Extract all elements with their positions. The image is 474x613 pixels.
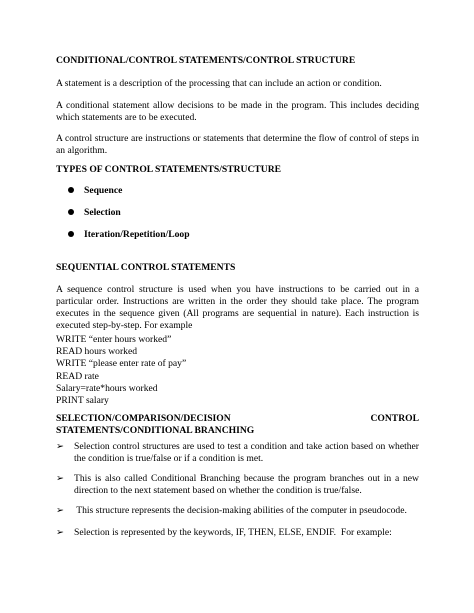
code-line: WRITE “enter hours worked” bbox=[56, 334, 172, 345]
type-item-sequence bbox=[68, 185, 122, 196]
types-heading: TYPES OF CONTROL STATEMENTS/STRUCTURE bbox=[56, 164, 282, 175]
bullet-dot-icon bbox=[68, 231, 74, 237]
selection-item-text: This structure represents the decision-making abilities of the computer in pseudocode. bbox=[74, 505, 407, 516]
arrow-bullet-icon: ➢ bbox=[56, 527, 65, 538]
type-item-iteration bbox=[68, 229, 190, 240]
type-item-label: Sequence bbox=[84, 185, 123, 196]
bullet-dot-icon bbox=[68, 209, 74, 215]
selection-item bbox=[56, 441, 419, 465]
selection-item bbox=[56, 505, 419, 517]
paragraph-statement: A statement is a description of the processing that can include an action or condition. bbox=[56, 78, 382, 89]
code-line: Salary=rate*hours worked bbox=[56, 382, 158, 394]
code-line: WRITE “please enter rate of pay” bbox=[56, 358, 187, 370]
selection-item-text: Selection is represented by the keywords, IF, THEN, ELSE, ENDIF. For example: bbox=[74, 527, 392, 538]
code-line: PRINT salary bbox=[56, 394, 109, 406]
page-title: CONDITIONAL/CONTROL STATEMENTS/CONTROL STRUCTURE bbox=[56, 55, 356, 66]
sequential-heading: SEQUENTIAL CONTROL STATEMENTS bbox=[56, 262, 236, 273]
pseudocode-block bbox=[56, 334, 186, 407]
selection-item bbox=[56, 473, 419, 497]
bullet-dot-icon bbox=[68, 187, 74, 193]
arrow-bullet-icon: ➢ bbox=[56, 505, 65, 516]
selection-item bbox=[56, 527, 419, 539]
type-item-label: Iteration/Repetition/Loop bbox=[84, 229, 190, 240]
selection-item-text: Selection control structures are used to test a condition and take action based on whether the condition is true/false or if a condition is met. bbox=[74, 441, 419, 464]
code-line: READ hours worked bbox=[56, 346, 138, 358]
selection-item-text: This is also called Conditional Branching because the program branches out in a new direction to the next statement based on whether the condition is true/false. bbox=[74, 473, 419, 496]
arrow-bullet-icon: ➢ bbox=[56, 441, 65, 452]
type-item-selection bbox=[68, 207, 121, 218]
arrow-bullet-icon: ➢ bbox=[56, 473, 65, 484]
paragraph-sequence: A sequence control structure is used when you have instructions to be carried out in a particular order. Instructions are written in the order they should take place. The program executes in the sequence given (All programs are sequential in nature). Each instruction is executed step-by-step. For example bbox=[56, 284, 419, 331]
paragraph-control-structure: A control structure are instructions or statements that determine the flow of control of steps in an algorithm. bbox=[56, 133, 419, 156]
selection-heading: SELECTION/COMPARISON/DECISION CONTROL STATEMENTS/CONDITIONAL BRANCHING bbox=[56, 413, 419, 436]
code-line: READ rate bbox=[56, 370, 99, 382]
type-item-label: Selection bbox=[84, 207, 121, 218]
paragraph-conditional: A conditional statement allow decisions to be made in the program. This includes deciding which statements are to be executed. bbox=[56, 100, 419, 123]
